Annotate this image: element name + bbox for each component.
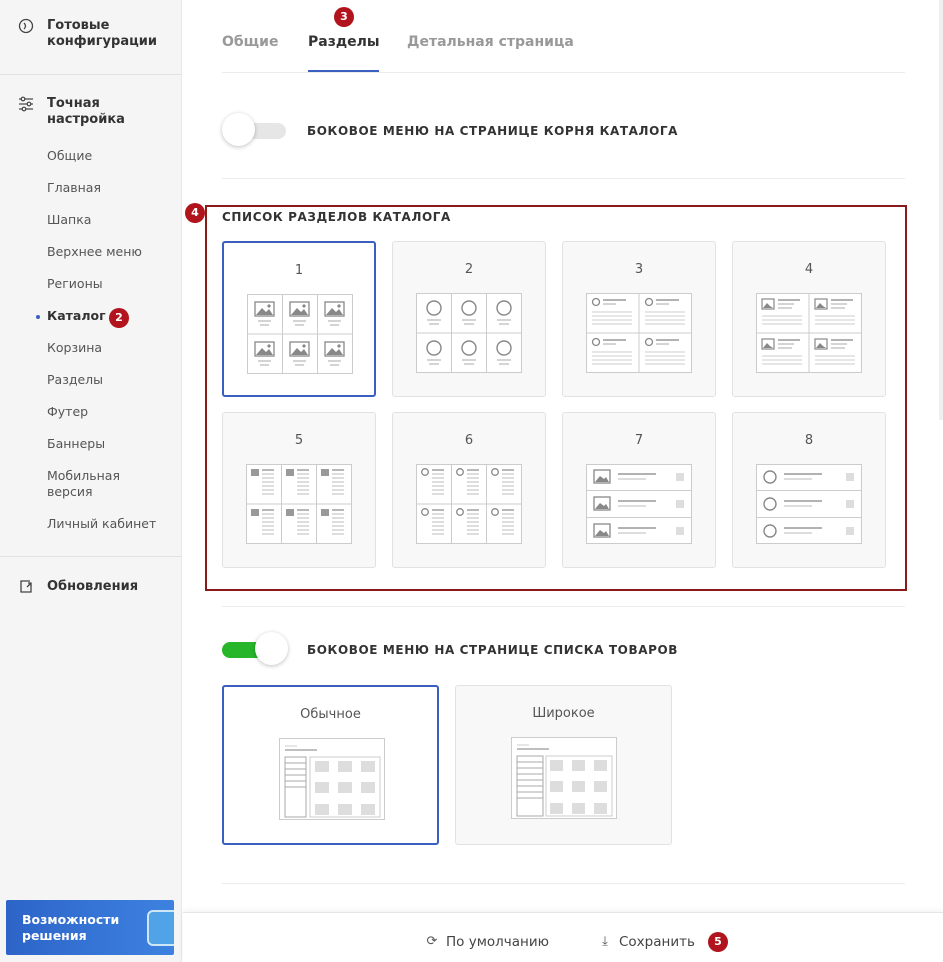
sidebar-item-banners[interactable]: Баннеры: [47, 436, 106, 451]
sidebar-item-catalog[interactable]: Каталог: [47, 308, 106, 323]
badge-2: 2: [109, 308, 129, 328]
sliders-icon: [18, 96, 34, 112]
update-icon: [18, 578, 34, 594]
sidebar-item-mobile[interactable]: Мобильная версия: [47, 468, 120, 499]
products-menu-toggle[interactable]: [222, 632, 288, 666]
footer-bar: [183, 912, 943, 962]
configs-icon: [18, 18, 34, 34]
section-option-3[interactable]: [562, 241, 716, 397]
sidebar-item-main[interactable]: Главная: [47, 180, 101, 195]
refresh-icon: ⟳: [426, 934, 438, 949]
layout-5-icon: [246, 464, 352, 544]
sidebar-ready-configs[interactable]: Готовые конфигурации: [47, 18, 157, 49]
option-number: 5: [294, 433, 304, 448]
section-option-2[interactable]: [392, 241, 546, 397]
section-option-6[interactable]: [392, 412, 546, 568]
root-menu-label: БОКОВОЕ МЕНЮ НА СТРАНИЦЕ КОРНЯ КАТАЛОГА: [307, 124, 679, 138]
option-number: 8: [804, 433, 814, 448]
layout-4-icon: [756, 293, 862, 373]
layout-2-icon: [416, 293, 522, 373]
sidebar: [0, 0, 182, 962]
brand-logo-icon: [147, 910, 174, 946]
option-number: 3: [634, 262, 644, 277]
sidebar-item-general[interactable]: Общие: [47, 148, 93, 163]
tab-detail-page[interactable]: Детальная страница: [407, 34, 574, 50]
sidebar-item-regions[interactable]: Регионы: [47, 276, 103, 291]
section-option-7[interactable]: [562, 412, 716, 568]
option-number: 1: [294, 263, 304, 278]
section-option-5[interactable]: [222, 412, 376, 568]
sidebar-item-sections[interactable]: Разделы: [47, 372, 104, 387]
save-icon: ⤓: [602, 934, 608, 949]
section-option-8[interactable]: [732, 412, 886, 568]
default-button[interactable]: [426, 933, 549, 951]
sidebar-item-footer[interactable]: Футер: [47, 404, 89, 419]
badge-3: 3: [334, 7, 354, 27]
option-number: 2: [464, 262, 474, 277]
root-menu-toggle[interactable]: [222, 113, 288, 147]
option-label: Обычное: [300, 707, 361, 722]
default-label: По умолчанию: [446, 934, 549, 950]
sidebar-item-cabinet[interactable]: Личный кабинет: [47, 516, 157, 531]
option-label: Широкое: [532, 706, 595, 721]
layout-1-icon: [247, 294, 353, 374]
menu-option-normal[interactable]: [222, 685, 439, 845]
promo-text: Возможности решения: [22, 912, 120, 943]
promo-banner[interactable]: [6, 900, 174, 955]
option-number: 4: [804, 262, 814, 277]
layout-8-icon: [756, 464, 862, 544]
sidebar-updates[interactable]: Обновления: [47, 579, 139, 594]
sidebar-fine-tuning[interactable]: Точная настройка: [47, 96, 125, 127]
layout-3-icon: [586, 293, 692, 373]
sidebar-item-top-menu[interactable]: Верхнее меню: [47, 244, 142, 259]
option-number: 7: [634, 433, 644, 448]
option-number: 6: [464, 433, 474, 448]
badge-4: 4: [185, 203, 205, 223]
section-option-4[interactable]: [732, 241, 886, 397]
tab-general[interactable]: Общие: [222, 34, 279, 50]
tab-sections[interactable]: Разделы: [308, 34, 380, 50]
active-dot: [36, 315, 40, 319]
section-option-1[interactable]: [222, 241, 376, 397]
scrollbar[interactable]: [939, 0, 943, 420]
products-menu-label: БОКОВОЕ МЕНЮ НА СТРАНИЦЕ СПИСКА ТОВАРОВ: [307, 643, 679, 657]
wide-layout-icon: [511, 737, 617, 819]
menu-option-wide[interactable]: [455, 685, 672, 845]
save-label: Сохранить: [619, 934, 695, 950]
layout-6-icon: [416, 464, 522, 544]
badge-5: 5: [708, 932, 728, 952]
save-button[interactable]: [602, 933, 695, 951]
normal-layout-icon: [279, 738, 385, 820]
sidebar-item-cart[interactable]: Корзина: [47, 340, 103, 355]
layout-7-icon: [586, 464, 692, 544]
sidebar-item-header[interactable]: Шапка: [47, 212, 92, 227]
sections-list-title: СПИСОК РАЗДЕЛОВ КАТАЛОГА: [222, 210, 451, 224]
